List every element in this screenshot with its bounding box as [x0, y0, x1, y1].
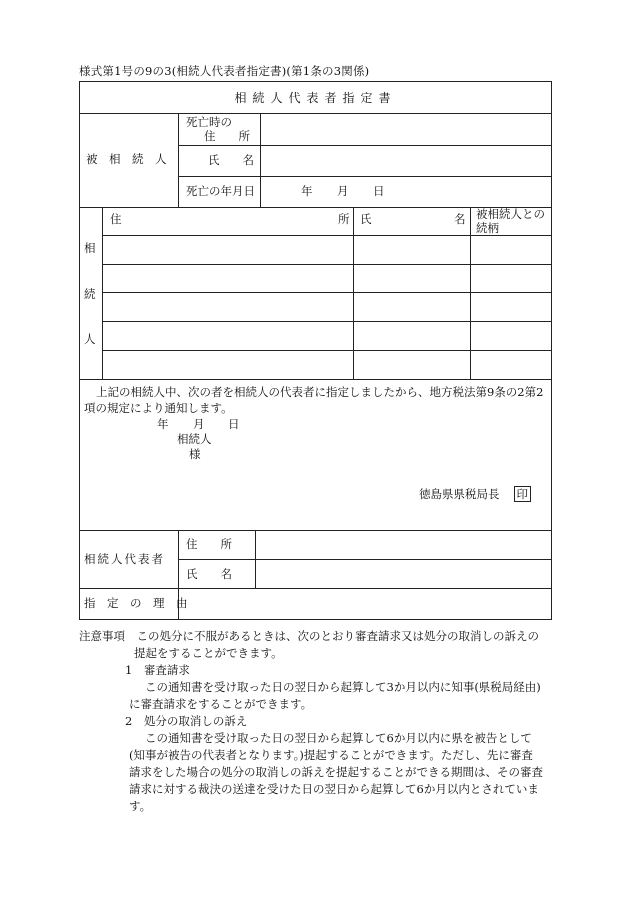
reason-label: 指 定 の 理 由	[84, 596, 188, 610]
representative-address-label: 住 所	[186, 537, 232, 551]
decedent-label: 被 相 続 人	[86, 152, 167, 166]
seal-stamp: 印	[514, 486, 532, 502]
divider	[102, 350, 551, 351]
divider	[102, 207, 103, 380]
notes-item2-line5: す。	[129, 799, 152, 813]
divider	[80, 530, 551, 531]
divider	[470, 207, 471, 380]
heirs-side-label-3: 人	[84, 332, 96, 346]
divider	[80, 588, 551, 589]
heirs-col-name-left: 氏	[360, 212, 372, 226]
notice-line-1: 上記の相続人中、次の者を相続人の代表者に指定しましたから、地方税法第9条の2第2	[96, 385, 544, 399]
form-title: 相続人代表者指定書	[234, 91, 397, 105]
divider	[102, 321, 551, 322]
divider	[178, 113, 179, 208]
notice-issuer	[419, 486, 531, 502]
issuer-name: 徳島県県税局長	[419, 487, 500, 501]
notice-recipient-2: 様	[189, 447, 201, 461]
heirs-col-relation-2: 続柄	[476, 221, 499, 235]
notice-recipient-1: 相続人	[177, 432, 212, 446]
divider	[260, 113, 261, 208]
death-date-year: 年	[301, 184, 313, 198]
representative-label: 相続人代表者	[84, 552, 165, 566]
notes-item1-line1: この通知書を受け取った日の翌日から起算して3か月以内に知事(県税局経由)	[145, 680, 541, 694]
death-date-month: 月	[337, 184, 349, 198]
notes-item1-title: 1 審査請求	[125, 663, 190, 677]
divider	[353, 207, 354, 380]
notes-item2-line2: (知事が被告の代表者となります。)提起することができます。ただし、先に審査	[129, 748, 533, 762]
decedent-address-label-2: 住 所	[204, 129, 250, 143]
decedent-name-label: 氏 名	[208, 153, 254, 167]
notice-date-year: 年	[157, 417, 169, 431]
notes-item2-line4: 請求に対する裁決の送達を受けた日の翌日から起算して6か月以内とされていま	[129, 782, 539, 796]
notes-head-cont: 提起をすることができます。	[134, 646, 283, 660]
heirs-side-label-1: 相	[84, 241, 96, 255]
death-date-day: 日	[373, 184, 385, 198]
heirs-col-address-right: 所	[338, 212, 350, 226]
notes-item1-line2: に審査請求をすることができます。	[129, 697, 313, 711]
notice-date-month: 月	[193, 417, 205, 431]
death-date-label: 死亡の年月日	[186, 184, 255, 198]
divider	[178, 176, 551, 177]
heirs-side-label-2: 続	[84, 287, 96, 301]
representative-name-label: 氏 名	[186, 567, 232, 581]
notice-line-2: 項の規定により通知します。	[84, 401, 233, 415]
divider	[178, 145, 551, 146]
notes-item2-line3: 請求をした場合の処分の取消しの訴えを提起することができる期間は、その審査	[129, 765, 543, 779]
form-frame	[79, 81, 552, 620]
notes-item2-line1: この通知書を受け取った日の翌日から起算して6か月以内に県を被告として	[145, 731, 532, 745]
notes-item2-title: 2 処分の取消しの訴え	[125, 714, 248, 728]
notice-date-day: 日	[228, 417, 240, 431]
divider	[102, 292, 551, 293]
notes-section	[79, 628, 559, 815]
divider	[178, 559, 551, 560]
divider	[80, 113, 551, 114]
heirs-col-name-right: 名	[454, 212, 466, 226]
decedent-address-label-1: 死亡時の	[186, 115, 232, 129]
form-number: 様式第1号の9の3(相続人代表者指定書)(第1条の3関係)	[79, 64, 370, 78]
heirs-col-relation-1: 被相続人との	[476, 207, 545, 221]
divider	[80, 379, 551, 380]
notes-head: 注意事項 この処分に不服があるときは、次のとおり審査請求又は処分の取消しの訴えの	[79, 629, 539, 643]
divider	[102, 264, 551, 265]
heirs-col-address-left: 住	[110, 212, 122, 226]
